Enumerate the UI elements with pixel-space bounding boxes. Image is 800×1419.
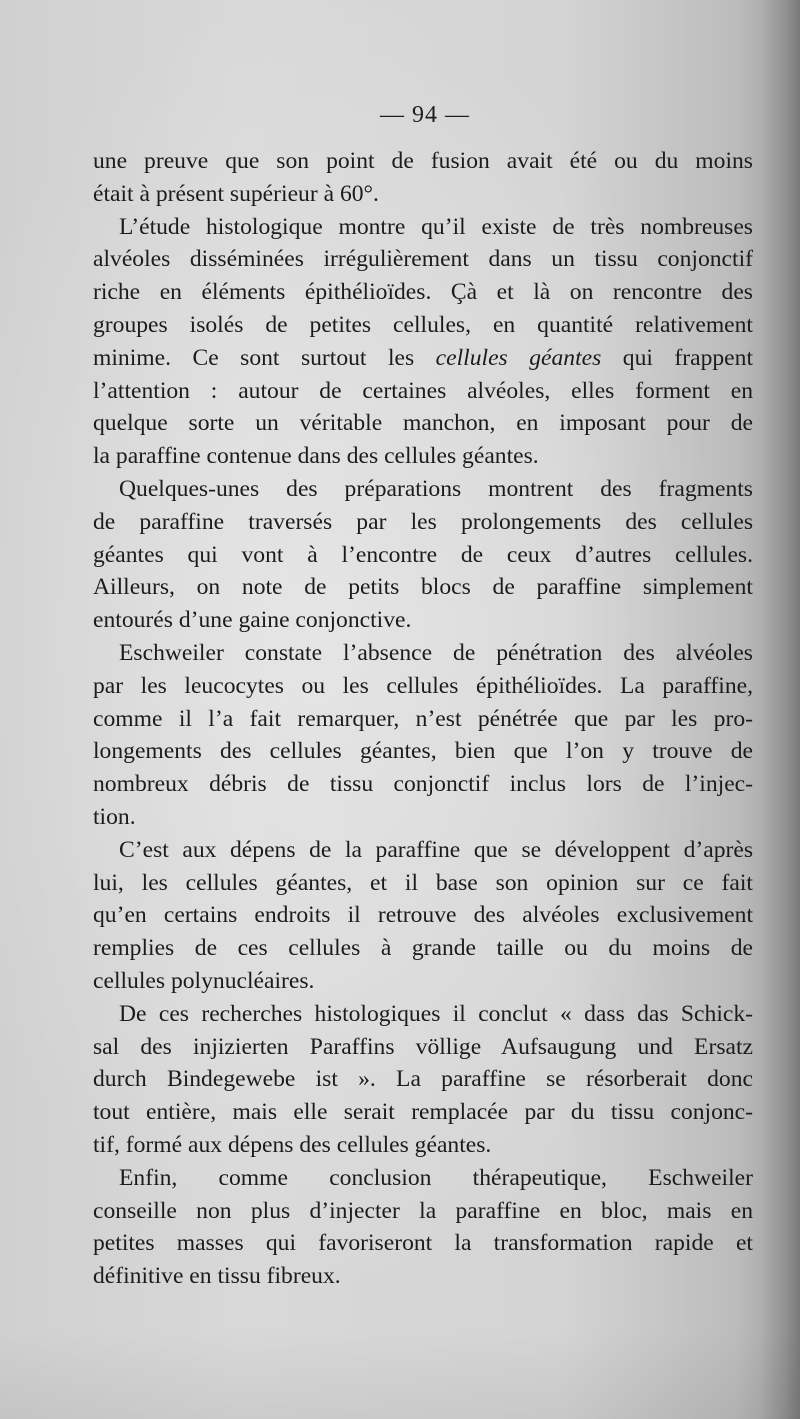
paragraph-7 <box>93 1162 753 1293</box>
text-line: cellules polynucléaires. <box>93 967 315 994</box>
body-text <box>93 145 753 1293</box>
text-line: géantes qui vont à l’encontre de ceux d’autres cellules. <box>93 541 753 568</box>
text-line: entourés d’une gaine conjonctive. <box>93 607 412 634</box>
paragraph-1 <box>93 145 753 211</box>
text-line: tion. <box>93 803 136 830</box>
text-line: qu’en certains endroits il retrouve des alvéoles exclusivement <box>93 902 753 929</box>
text-line: De ces recherches histologiques il conclut « dass das Schick- <box>119 1000 753 1027</box>
text-line: la paraffine contenue dans des cellules géantes. <box>93 443 539 470</box>
text-line: quelque sorte un véritable manchon, en imposant pour de <box>93 410 753 437</box>
text-line: était à présent supérieur à 60°. <box>93 180 379 207</box>
page-bottom-shade <box>0 1329 800 1419</box>
text-line: comme il l’a fait remarquer, n’est pénétrée que par les pro- <box>93 705 753 732</box>
paragraph-6 <box>93 998 753 1162</box>
text-line: alvéoles disséminées irrégulièrement dans un tissu conjonctif <box>93 246 753 273</box>
text-line: petites masses qui favoriseront la transformation rapide et <box>93 1230 753 1257</box>
text-line: L’étude histologique montre qu’il existe de très nombreuses <box>119 213 753 240</box>
text-line: remplies de ces cellules à grande taille ou du moins de <box>93 935 753 962</box>
text-line: nombreux débris de tissu conjonctif inclus lors de l’injec- <box>93 771 753 798</box>
text-line: longements des cellules géantes, bien que l’on y trouve de <box>93 738 753 765</box>
text-line: Enfin, comme conclusion thérapeutique, Eschweiler <box>119 1164 753 1191</box>
text-line: lui, les cellules géantes, et il base son opinion sur ce fait <box>93 869 753 896</box>
text-line: riche en éléments épithélioïdes. Çà et là on rencontre des <box>93 279 753 306</box>
italic-phrase: cellules géantes <box>435 344 602 371</box>
text-line: Quelques-unes des préparations montrent des fragments <box>119 475 753 502</box>
text-segment: minime. Ce sont surtout les <box>93 344 415 371</box>
page-number: — 94 — <box>380 102 470 128</box>
text-segment: qui frappent <box>622 344 753 371</box>
text-line: groupes isolés de petites cellules, en quantité relativement <box>93 311 753 338</box>
text-line: conseille non plus d’injecter la paraffine en bloc, mais en <box>93 1197 753 1224</box>
paragraph-2 <box>93 211 753 473</box>
text-line: Eschweiler constate l’absence de pénétration des alvéoles <box>119 639 753 666</box>
text-line-with-italic <box>93 342 753 375</box>
paragraph-4 <box>93 637 753 834</box>
text-line: par les leucocytes ou les cellules épithélioïdes. La paraffine, <box>93 672 753 699</box>
text-line: tout entière, mais elle serait remplacée par du tissu conjonc- <box>93 1099 753 1126</box>
text-line: l’attention : autour de certaines alvéoles, elles forment en <box>93 377 753 404</box>
text-line: une preuve que son point de fusion avait été ou du moins <box>93 148 753 174</box>
text-line: définitive en tissu fibreux. <box>93 1263 341 1290</box>
text-line: Ailleurs, on note de petits blocs de paraffine simplement <box>93 574 753 601</box>
text-line: de paraffine traversés par les prolongements des cellules <box>93 508 753 535</box>
paragraph-5 <box>93 834 753 998</box>
text-line: tif, formé aux dépens des cellules géantes. <box>93 1131 492 1158</box>
text-line: durch Bindegewebe ist ». La paraffine se résorberait donc <box>93 1066 753 1093</box>
paragraph-3 <box>93 473 753 637</box>
text-line: C’est aux dépens de la paraffine que se développent d’après <box>119 836 753 863</box>
page-edge-shadow <box>760 0 800 1419</box>
text-line: sal des injizierten Paraffins völlige Aufsaugung und Ersatz <box>93 1033 753 1060</box>
